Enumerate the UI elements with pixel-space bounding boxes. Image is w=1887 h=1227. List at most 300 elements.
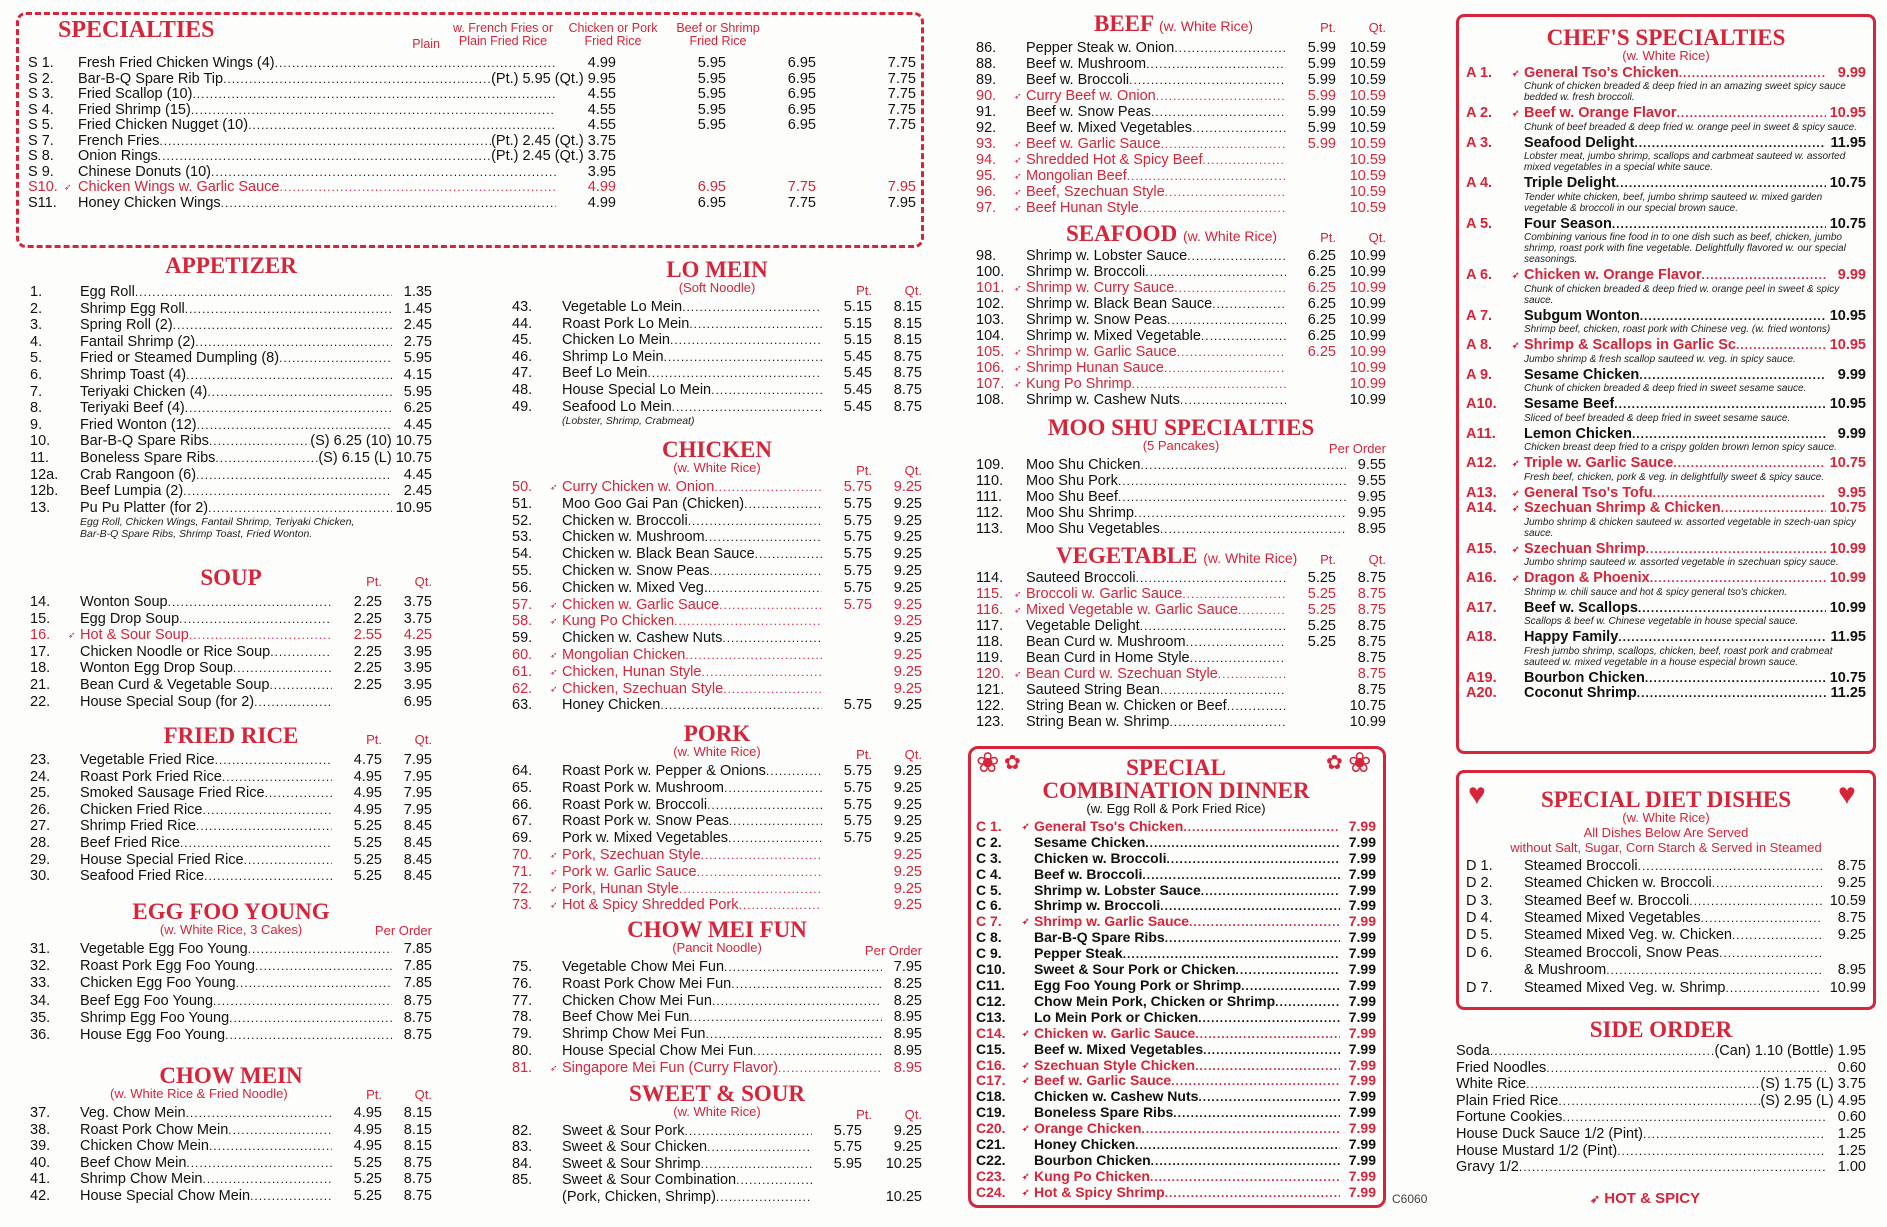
item-number: C18.	[976, 1088, 1006, 1105]
moo-shu-subtitle: (5 Pancakes)	[1142, 438, 1220, 453]
menu-item	[976, 296, 1386, 312]
menu-item	[30, 852, 432, 869]
item-number: A 3.	[1466, 134, 1493, 151]
menu-item	[1466, 630, 1866, 646]
item-price: 7.75	[787, 179, 816, 195]
item-price: 9.25	[1837, 927, 1866, 944]
item-number: C 1.	[976, 817, 1002, 834]
item-price: 11.95	[1830, 629, 1866, 646]
item-price: 9.25	[893, 763, 922, 779]
item-number: 85.	[512, 1172, 533, 1189]
menu-item	[512, 830, 922, 847]
leader-dots	[207, 384, 392, 398]
item-price: 10.99	[1349, 376, 1386, 392]
item-number: 104.	[976, 328, 1005, 344]
item-price: 9.25	[893, 846, 922, 863]
item-number: A20.	[1466, 685, 1497, 702]
menu-item	[30, 317, 432, 334]
item-price: 8.15	[893, 315, 922, 332]
item-number: C 7.	[976, 913, 1002, 930]
chili-pepper-icon: ➶	[550, 866, 558, 877]
item-price: 8.95	[893, 1059, 922, 1076]
item-name: French Fries	[78, 133, 160, 149]
item-price: 10.59	[1349, 184, 1386, 200]
item-number: S 5.	[28, 117, 54, 133]
leader-dots	[753, 1043, 882, 1057]
menu-item	[976, 602, 1386, 618]
item-price: 9.25	[893, 630, 922, 647]
item-number: A11.	[1466, 425, 1496, 442]
item-name: Szechuan Shrimp & Chicken	[1524, 501, 1721, 517]
item-name: Shrimp Fried Rice	[80, 818, 197, 835]
item-price: 6.95	[787, 86, 816, 102]
item-price: 5.25	[1307, 586, 1336, 602]
leader-dots	[250, 1188, 332, 1202]
item-name: Bean Curd w. Szechuan Style	[1026, 666, 1218, 682]
leader-dots	[209, 1138, 332, 1152]
leader-dots	[1180, 392, 1286, 406]
item-description: Chunk of chicken breaded & deep fried in an amazing sweet spicy sauce bedded w. fresh broccoli.	[1524, 81, 1846, 104]
menu-item	[30, 1122, 432, 1139]
item-price: 6.95	[787, 101, 816, 118]
menu-item	[976, 521, 1386, 537]
item-name: Shrimp w. Cashew Nuts	[1026, 392, 1180, 408]
leader-dots	[728, 830, 822, 844]
item-name: Chow Mein Pork, Chicken or Shrimp	[1034, 993, 1276, 1009]
menu-item	[976, 570, 1386, 586]
item-number: C22.	[976, 1151, 1006, 1168]
leader-dots	[1726, 980, 1823, 994]
flower-ornament-icon: ❀	[976, 747, 1000, 778]
item-name: Pepper Steak	[1034, 946, 1123, 962]
item-name: Pepper Steak w. Onion	[1026, 40, 1175, 56]
beef-title: BEEF (w. White Rice)	[1094, 11, 1254, 36]
item-price: 7.95	[403, 752, 432, 768]
item-number: 110.	[976, 473, 1004, 489]
item-price: 9.95	[1357, 489, 1386, 505]
menu-item	[976, 634, 1386, 650]
item-name: Fantail Shrimp (2)	[80, 333, 196, 350]
item-price: 5.95	[403, 350, 432, 367]
item-price: 9.25	[893, 512, 922, 529]
side-order-list	[1456, 1043, 1866, 1176]
item-price: 8.95	[1837, 962, 1866, 979]
item-number: 45.	[512, 332, 533, 349]
item-number: 48.	[512, 381, 533, 398]
flower-ornament-icon: ✿	[1326, 752, 1343, 774]
menu-item	[512, 897, 922, 914]
item-name: Moo Shu Vegetables	[1026, 521, 1160, 537]
item-price: 7.99	[1348, 865, 1376, 882]
leader-dots	[1650, 571, 1826, 585]
item-price: 5.45	[843, 381, 872, 398]
item-price: 7.85	[403, 975, 432, 992]
leader-dots	[196, 818, 332, 832]
item-name: Beef Chow Mei Fun	[562, 1009, 690, 1026]
item-number: 82.	[512, 1123, 533, 1139]
item-price: 10.99	[1349, 392, 1386, 408]
item-description: Chunk of beef breaded & deep fried w. orange peel in sweet & spicy sauce.	[1524, 121, 1857, 133]
item-name: Roast Pork w. Broccoli	[562, 796, 708, 813]
chili-pepper-icon: ➶	[68, 630, 76, 641]
beef-col-headers: Pt. Qt.	[1320, 20, 1386, 35]
chili-pepper-icon: ➶	[1014, 155, 1022, 165]
item-number: 76.	[512, 975, 533, 992]
leader-dots	[1140, 618, 1286, 632]
menu-item	[976, 867, 1376, 883]
item-number: C 3.	[976, 849, 1002, 866]
item-name: Shrimp Egg Roll	[80, 300, 185, 317]
item-price: 7.75	[787, 194, 816, 211]
item-price: 10.59	[1349, 200, 1386, 216]
item-name: Sesame Chicken	[1034, 834, 1146, 850]
item-price: 9.25	[893, 897, 922, 914]
leader-dots	[1129, 72, 1286, 86]
leader-dots	[168, 594, 332, 608]
item-number: 10.	[30, 433, 51, 450]
item-number: 94.	[976, 152, 997, 168]
item-name: Pork, Hunan Style	[562, 880, 679, 897]
menu-item	[976, 994, 1376, 1010]
chili-pepper-icon: ➶	[1512, 573, 1520, 584]
item-name: Orange Chicken	[1034, 1121, 1142, 1137]
item-name: Beef w. Mixed Vegetables	[1026, 120, 1193, 136]
leader-dots	[1689, 893, 1822, 907]
combination-title-1: SPECIAL	[1126, 755, 1226, 780]
item-price: 6.25	[1307, 328, 1336, 344]
item-price: 6.25	[1307, 264, 1336, 280]
item-number: 92.	[976, 120, 997, 136]
item-price: 5.75	[843, 830, 872, 847]
item-price: 7.99	[1348, 1008, 1376, 1025]
item-number: 86.	[976, 40, 997, 56]
item-description: Jumbo shrimp sauteed w. assorted vegetable in szechuan spicy sauce.	[1524, 557, 1839, 569]
item-name: Beef w. Orange Flavor	[1524, 106, 1677, 122]
item-price: 7.85	[403, 958, 432, 975]
leader-dots	[197, 417, 392, 431]
pork-title: PORK	[683, 721, 751, 746]
leader-dots	[183, 483, 392, 497]
item-price: 9.55	[1357, 473, 1386, 489]
item-price: 5.95	[697, 101, 726, 118]
item-number: 88.	[976, 56, 997, 72]
item-price: 5.45	[843, 348, 872, 365]
item-number: 38.	[30, 1121, 51, 1138]
item-number: 67.	[512, 813, 533, 830]
leader-dots	[1182, 586, 1286, 600]
item-name: Chicken w. Cashew Nuts	[1034, 1089, 1199, 1105]
menu-item	[1466, 501, 1866, 517]
leader-dots	[1123, 946, 1340, 960]
item-price: 8.75	[1837, 857, 1866, 874]
item-number: 51.	[512, 495, 533, 512]
menu-item	[512, 365, 922, 382]
item-price: 4.95	[353, 1105, 382, 1121]
item-price: 5.15	[843, 299, 872, 315]
menu-item	[1456, 1159, 1866, 1176]
item-price: 8.75	[403, 1154, 432, 1171]
item-price: 5.75	[843, 596, 872, 613]
item-price: 9.25	[893, 680, 922, 697]
menu-item	[976, 698, 1386, 714]
item-name: Chicken w. Broccoli	[562, 512, 688, 529]
leader-dots	[1190, 650, 1286, 664]
item-price: 5.25	[1307, 602, 1336, 618]
menu-item	[512, 881, 922, 898]
item-price: 10.59	[1829, 892, 1866, 909]
leader-dots	[1701, 910, 1822, 924]
leader-dots	[705, 1026, 882, 1040]
item-name: Hot & Spicy Shrimp	[1034, 1184, 1165, 1200]
item-price: 5.25	[353, 1154, 382, 1171]
item-price: 7.75	[887, 70, 916, 87]
leader-dots	[1195, 1026, 1340, 1040]
item-description: Shrimp w. chili sauce and hot & spicy general tso's chicken.	[1524, 586, 1788, 598]
item-price: 8.95	[893, 1026, 922, 1043]
menu-item	[976, 457, 1386, 473]
item-price: 2.25	[353, 660, 382, 677]
item-number: 4.	[30, 333, 43, 350]
item-price: 8.45	[403, 818, 432, 835]
item-name: Beef w. Snow Peas	[1026, 104, 1151, 120]
menu-item	[512, 349, 922, 366]
menu-item	[512, 316, 922, 333]
chili-pepper-icon: ➶	[1512, 108, 1520, 119]
menu-item	[512, 580, 922, 597]
item-number: 41.	[30, 1171, 51, 1188]
item-price: 7.99	[1348, 849, 1376, 866]
item-name: House Special Fried Rice	[80, 851, 244, 868]
chili-pepper-icon: ➶	[550, 683, 558, 694]
item-number: 65.	[512, 779, 533, 796]
item-price: 8.15	[403, 1105, 432, 1121]
item-name: Vegetable Chow Mei Fun	[562, 959, 725, 975]
menu-item	[28, 118, 916, 134]
menu-item	[512, 299, 922, 316]
item-name: Roast Pork Egg Foo Young	[80, 958, 255, 975]
item-name: Beef w. Garlic Sauce	[1034, 1073, 1172, 1089]
vegetable-section	[976, 544, 1386, 730]
item-price: 7.99	[1348, 913, 1376, 930]
item-price: 5.25	[353, 868, 382, 885]
item-name: Beef Hunan Style	[1026, 200, 1139, 216]
menu-item	[512, 847, 922, 864]
menu-item	[512, 813, 922, 830]
leader-dots	[716, 1189, 812, 1203]
item-name: Sweet & Sour Pork or Chicken	[1034, 962, 1236, 978]
item-number: D 5.	[1466, 927, 1493, 944]
item-price: 6.25	[1307, 312, 1336, 328]
item-name: Roast Pork Chow Mein	[80, 1121, 229, 1138]
item-name: Shrimp w. Mixed Vegetable	[1026, 328, 1201, 344]
item-number: C12.	[976, 992, 1006, 1009]
item-price: 9.25	[893, 779, 922, 796]
item-price: 10.99	[1349, 248, 1386, 264]
item-number: A17.	[1466, 599, 1497, 616]
leader-dots	[679, 881, 822, 895]
leader-dots	[1151, 1153, 1340, 1167]
heart-ornament-icon: ♥	[1468, 778, 1486, 811]
item-name: Shrimp & Scallops in Garlic Sc	[1524, 338, 1736, 354]
item-number: 78.	[512, 1009, 533, 1026]
item-price: 1.25	[1837, 1142, 1866, 1159]
egg-foo-young-list	[30, 941, 432, 1044]
item-price: 5.99	[1307, 104, 1336, 120]
item-price: 5.75	[843, 495, 872, 512]
item-price: 8.75	[1357, 682, 1386, 698]
soup-list	[30, 594, 432, 710]
item-name: Beef Lumpia (2)	[80, 483, 184, 500]
leader-dots	[719, 597, 822, 611]
item-name: Fried Noodles	[1456, 1059, 1547, 1076]
menu-item	[1466, 176, 1866, 192]
item-number: 116.	[976, 602, 1004, 618]
item-name: Shrimp Hunan Sauce	[1026, 360, 1164, 376]
leader-dots	[1638, 858, 1822, 872]
item-price: 10.59	[1349, 56, 1386, 72]
vegetable-title: VEGETABLE (w. White Rice)	[1056, 543, 1298, 568]
leader-dots	[755, 546, 822, 560]
menu-item	[976, 200, 1386, 216]
item-number: 50.	[512, 479, 533, 495]
item-name: Chicken w. Broccoli	[1034, 850, 1167, 866]
item-name: Shrimp w. Broccoli	[1034, 898, 1161, 914]
item-number: 81.	[512, 1059, 533, 1076]
menu-item	[30, 594, 432, 611]
leader-dots	[1212, 296, 1286, 310]
item-name: Singapore Mei Fun (Curry Flavor)	[562, 1059, 778, 1076]
item-number: 79.	[512, 1026, 533, 1043]
item-price: 7.85	[403, 941, 432, 957]
item-price: 5.25	[353, 851, 382, 868]
menu-item	[976, 392, 1386, 408]
item-price: 9.99	[1837, 267, 1866, 284]
egg-foo-young-subtitle: (w. White Rice, 3 Cakes)	[159, 922, 303, 937]
item-price: 7.99	[1348, 1104, 1376, 1121]
item-name: Steamed Broccoli	[1524, 857, 1638, 874]
item-name: Broccoli w. Garlic Sauce	[1026, 586, 1183, 602]
item-price: 7.95	[887, 179, 916, 195]
item-description: Chunk of chicken breaded & deep fried in sweet sesame sauce.	[1524, 383, 1807, 395]
item-name: Beef Chow Mein	[80, 1154, 187, 1171]
item-number: 34.	[30, 992, 51, 1009]
leader-dots	[233, 660, 332, 674]
item-price: 7.75	[887, 117, 916, 133]
item-name: Bean Curd in Home Style	[1026, 650, 1190, 666]
item-name: Happy Family	[1524, 630, 1619, 646]
item-name: Dragon & Phoenix	[1524, 571, 1650, 587]
menu-item	[1456, 1126, 1866, 1143]
leader-dots	[707, 797, 822, 811]
item-number: 16.	[30, 627, 51, 644]
item-name: Sweet & Sour Combination	[562, 1172, 737, 1189]
item-price: 6.95	[787, 117, 816, 133]
leader-dots	[192, 87, 556, 101]
combination-title-2: COMBINATION DINNER	[1042, 778, 1310, 803]
leader-dots	[223, 72, 491, 86]
item-price: 10.95	[1829, 337, 1866, 354]
item-number: A19.	[1466, 669, 1497, 686]
leader-dots	[1134, 505, 1346, 519]
chow-mein-subtitle: (w. White Rice & Fried Noodle)	[110, 1086, 288, 1101]
item-name: Steamed Chicken w. Broccoli	[1524, 875, 1712, 892]
item-price: 7.95	[403, 801, 432, 818]
menu-item	[976, 152, 1386, 168]
menu-item	[1466, 980, 1866, 997]
item-price: 5.75	[833, 1139, 862, 1156]
leader-dots	[1616, 176, 1826, 190]
item-number: 21.	[30, 676, 51, 693]
side-order-title: SIDE ORDER	[1589, 1017, 1733, 1042]
menu-item	[976, 328, 1386, 344]
item-name: Bar-B-Q Spare Ribs	[80, 433, 209, 450]
item-name: Honey Chicken	[562, 697, 661, 714]
item-name: Egg Drop Soup	[80, 610, 180, 627]
menu-item	[1466, 875, 1866, 892]
item-number: A 6.	[1466, 267, 1493, 284]
item-name: Shrimp w. Snow Peas	[1026, 312, 1168, 328]
item-price: 3.75	[403, 610, 432, 627]
leader-dots	[723, 681, 822, 695]
item-name: Onion Rings	[78, 149, 158, 164]
item-number: S 9.	[28, 163, 54, 180]
chili-pepper-icon: ➶	[550, 900, 558, 911]
menu-item	[1466, 571, 1866, 587]
item-number: 72.	[512, 880, 533, 897]
item-name: Sweet & Sour Shrimp	[562, 1155, 701, 1172]
item-name: Shrimp Chow Mein	[80, 1171, 203, 1188]
item-name: Szechuan Shrimp	[1524, 541, 1646, 557]
item-price: 9.25	[893, 646, 922, 663]
leader-dots	[1198, 1010, 1340, 1024]
leader-dots	[685, 647, 822, 661]
item-number: 117.	[976, 618, 1004, 634]
leader-dots	[208, 500, 392, 514]
leader-dots	[1187, 248, 1286, 262]
item-price: 5.75	[843, 579, 872, 596]
item-name: Crab Rangoon (6)	[80, 466, 197, 483]
item-number: C11.	[976, 977, 1005, 993]
item-price: 9.25	[893, 1123, 922, 1139]
item-number: 119.	[976, 650, 1004, 666]
item-name: Boneless Spare Ribs	[1034, 1105, 1174, 1121]
item-name: Shrimp w. Garlic Sauce	[1026, 344, 1177, 360]
item-price: 7.99	[1348, 1167, 1376, 1184]
item-name: Kung Po Chicken	[1034, 1168, 1150, 1184]
menu-item	[1456, 1043, 1866, 1060]
item-price: 11.95	[1830, 134, 1866, 151]
item-number: 90.	[976, 88, 997, 104]
leader-dots	[1139, 200, 1286, 214]
menu-item	[1466, 893, 1866, 910]
menu-item	[1466, 858, 1866, 875]
chili-pepper-icon: ➶	[1512, 340, 1520, 351]
hot-spicy-legend	[1590, 1190, 1700, 1207]
leader-dots	[1118, 473, 1346, 487]
item-number: 60.	[512, 646, 533, 663]
item-name: Bean Curd w. Mushroom	[1026, 634, 1186, 650]
vegetable-col-headers: Pt. Qt.	[1320, 552, 1386, 567]
item-name: String Bean w. Shrimp	[1026, 714, 1170, 730]
menu-item	[976, 1185, 1376, 1201]
item-price: 5.75	[843, 813, 872, 830]
item-price: 9.99	[1837, 64, 1866, 81]
item-price: 5.95	[697, 70, 726, 87]
item-price: 7.99	[1348, 1056, 1376, 1073]
item-price: (Pt.) 2.45 (Qt.) 3.75	[491, 132, 616, 149]
appetizer-section	[30, 254, 432, 540]
item-name: General Tso's Chicken	[1524, 65, 1679, 81]
